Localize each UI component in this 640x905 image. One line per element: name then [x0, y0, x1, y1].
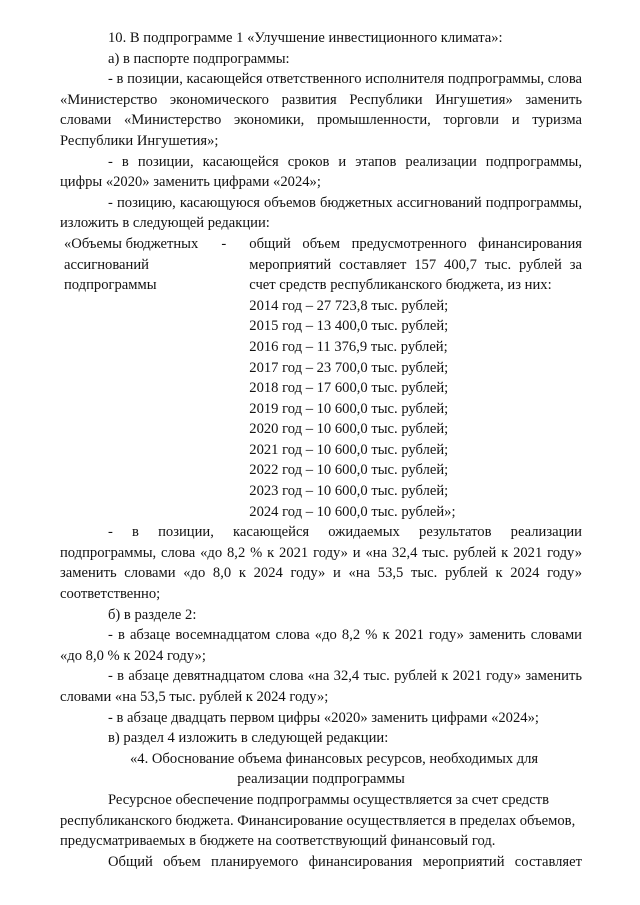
paragraph-item-10: 10. В подпрограмме 1 «Улучшение инвестиционного климата»:	[108, 30, 503, 46]
budget-year-row: 2018 год – 17 600,0 тыс. рублей;	[249, 380, 449, 397]
section-heading-line2: реализации подпрограммы	[237, 771, 405, 788]
budget-year-row: 2014 год – 27 723,8 тыс. рублей;	[249, 297, 449, 314]
section-heading-line1: «4. Обоснование объема финансовых ресурсов, необходимых для	[130, 750, 539, 767]
budget-year-row: 2015 год – 13 400,0 тыс. рублей;	[249, 318, 449, 335]
paragraph-resources: Ресурсное обеспечение подпрограммы осуществляется за счет средств республиканского бюджета. Финансирование осуществляется в пределах объемов, предусматриваемых в бюджете на соответствующий финансовый год.	[60, 791, 576, 850]
paragraph-terms: - в позиции, касающейся сроков и этапов реализации подпрограммы, цифры «2020» заменить цифрами «2024»;	[60, 153, 582, 191]
budget-year-row: 2020 год – 10 600,0 тыс. рублей;	[249, 421, 449, 438]
budget-year-row: 2023 год – 10 600,0 тыс. рублей;	[249, 483, 449, 500]
paragraph-passport: а) в паспорте подпрограммы:	[108, 50, 290, 67]
budget-intro: общий объем предусмотренного финансирования мероприятий составляет 157 400,7 тыс. рублей за счет средств республиканского бюджета, из них:	[249, 235, 582, 294]
budget-year-row: 2022 год – 10 600,0 тыс. рублей;	[249, 462, 449, 479]
paragraph-results: - в позиции, касающейся ожидаемых результатов реализации подпрограммы, слова «до 8,2 % к 2021 году» и «на 32,4 тыс. рублей к 2021 году» заменить словами «до 8,0 к 2024 году» и «на 53,5 тыс. рублей к 2024 году» соответственно;	[60, 524, 582, 603]
paragraph-executor: - в позиции, касающейся ответственного исполнителя подпрограммы, слова «Министерство экономического развития Республики Ингушетия» заменить словами «Министерство экономики, промышленности, торговли и туризма Республики Ингушетия»;	[60, 71, 582, 149]
paragraph-total-financing: Общий объем планируемого финансирования мероприятий составляет	[108, 853, 582, 870]
budget-year-row: 2021 год – 10 600,0 тыс. рублей;	[249, 441, 449, 458]
paragraph-abzac-21: - в абзаце двадцать первом цифры «2020» заменить цифрами «2024»;	[108, 709, 539, 726]
budget-year-row: 2016 год – 11 376,9 тыс. рублей;	[249, 338, 448, 355]
budget-year-row: 2019 год – 10 600,0 тыс. рублей;	[249, 400, 449, 417]
budget-year-row: 2017 год – 23 700,0 тыс. рублей;	[249, 359, 449, 376]
budget-table-values	[249, 234, 582, 522]
budget-year-row: 2024 год – 10 600,0 тыс. рублей»;	[249, 503, 456, 520]
budget-table	[60, 234, 582, 522]
paragraph-abzac-18: - в абзаце восемнадцатом слова «до 8,2 % к 2021 году» заменить словами «до 8,0 % к 2024 году»;	[60, 627, 582, 664]
paragraph-budget-position: - позицию, касающуюся объемов бюджетных ассигнований подпрограммы, изложить в следующей редакции:	[60, 194, 582, 232]
paragraph-abzac-19: - в абзаце девятнадцатом слова «на 32,4 тыс. рублей к 2021 году» заменить словами «на 53,5 тыс. рублей к 2024 году»;	[60, 668, 582, 705]
budget-table-dash: -	[221, 235, 227, 252]
budget-table-label: «Объемы бюджетных ассигнований подпрограммы	[64, 235, 199, 294]
paragraph-section-2: б) в разделе 2:	[108, 606, 197, 623]
paragraph-section-4: в) раздел 4 изложить в следующей редакции:	[108, 730, 389, 747]
